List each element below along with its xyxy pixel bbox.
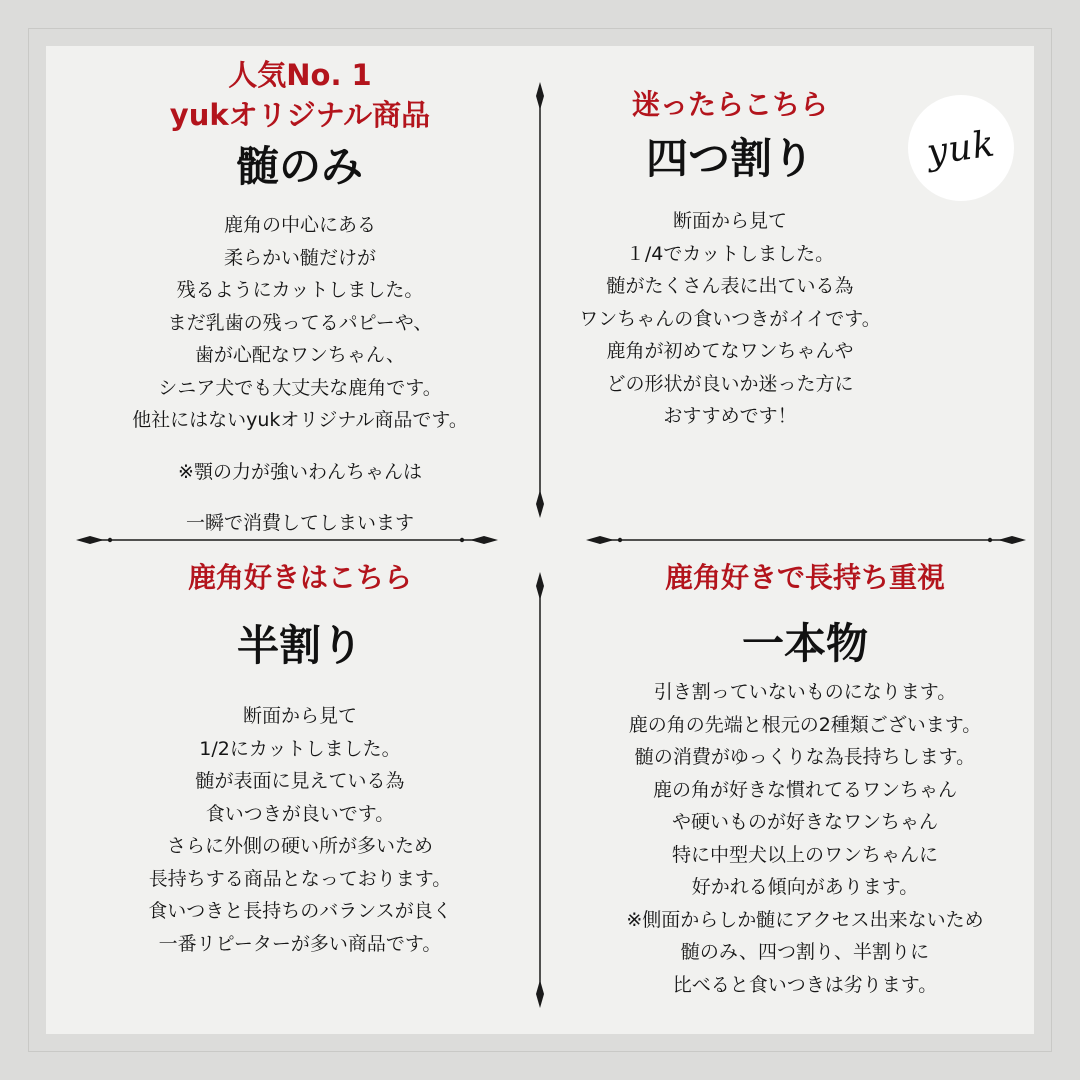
description-line: 鹿の角の先端と根元の2種類ございます。 (628, 713, 982, 736)
description-line: ワンちゃんの食いつきがイイです。 (579, 307, 881, 330)
product-description (560, 205, 900, 433)
description-line: シニア犬でも大丈夫な鹿角です。 (158, 376, 442, 399)
description-line: どの形状が良いか迷った方に (606, 372, 854, 395)
tag-line: 鹿角好きはこちら (187, 561, 412, 594)
product-description (90, 209, 510, 437)
tag-line: 迷ったらこちら (631, 88, 828, 121)
quadrant-yotsuwari (560, 85, 1020, 433)
product-description (90, 700, 510, 960)
description-line: 歯が心配なワンちゃん、 (194, 344, 406, 366)
description-line: １/4でカットしました。 (625, 242, 835, 265)
description-line: 1/2にカットしました。 (199, 737, 401, 760)
tag-line-1: 人気No. 1 (228, 58, 372, 92)
description-line: 髄が表面に見えている為 (195, 770, 405, 792)
description-line: 一番リピーターが多い商品です。 (158, 932, 442, 955)
description-line: 鹿の角が好きな慣れてるワンちゃん (652, 778, 957, 801)
description-line: 鹿角が初めてなワンちゃんや (606, 340, 854, 362)
divider-vertical-bottom (536, 572, 544, 1008)
description-line: 食いつきが良いです。 (205, 802, 395, 825)
quadrant-hanwari (90, 558, 510, 960)
description-line: 断面から見て (242, 705, 357, 727)
description-line: ※側面からしか髄にアクセス出来ないため (626, 908, 984, 931)
tag-line-2: yukオリジナル商品 (169, 98, 431, 132)
quadrant-ippon-mono (560, 558, 1050, 1001)
quadrant-zui-nomi (90, 55, 510, 559)
divider-horizontal-right (586, 536, 1026, 544)
product-title: 髄のみ (236, 142, 363, 191)
description-line: や硬いものが好きなワンちゃん (671, 811, 938, 833)
product-title: 一本物 (741, 619, 868, 668)
description-line: 柔らかい髄だけが (223, 246, 376, 269)
description-line: 食いつきと長持ちのバランスが良く (148, 900, 452, 922)
description-line: 比べると食いつきは劣ります。 (672, 973, 938, 996)
description-line: おすすめです！ (663, 405, 797, 427)
product-title: 半割り (236, 621, 363, 670)
divider-vertical-top (536, 82, 544, 518)
description-line: 好かれる傾向があります。 (691, 876, 919, 898)
description-line: 髄がたくさん表に出ている為 (606, 275, 854, 297)
description-line: さらに外側の硬い所が多いため (166, 835, 433, 857)
description-line: 長持ちする商品となっております。 (148, 867, 452, 890)
description-line: まだ乳歯の残ってるパピーや、 (167, 311, 433, 334)
product-description (560, 676, 1050, 1001)
tag-line: 鹿角好きで長持ち重視 (664, 561, 945, 594)
description-line: 断面から見て (672, 210, 787, 232)
description-line: 他社にはないyukオリジナル商品です。 (132, 409, 468, 431)
product-title: 四つ割り (645, 134, 814, 183)
description-line: 特に中型犬以上のワンちゃんに (671, 843, 938, 866)
product-note (90, 456, 510, 540)
description-line: 髄の消費がゆっくりな為長持ちします。 (634, 746, 976, 768)
note-line: 一瞬で消費してしまいます (185, 512, 414, 534)
description-line: 引き割っていないものになります。 (653, 681, 957, 703)
note-line: ※顎の力が強いわんちゃんは (178, 460, 422, 483)
logo-text: yuk (924, 122, 998, 174)
description-line: 鹿角の中心にある (223, 214, 376, 236)
description-line: 髄のみ、四つ割り、半割りに (680, 941, 930, 963)
description-line: 残るようにカットしました。 (176, 279, 424, 301)
